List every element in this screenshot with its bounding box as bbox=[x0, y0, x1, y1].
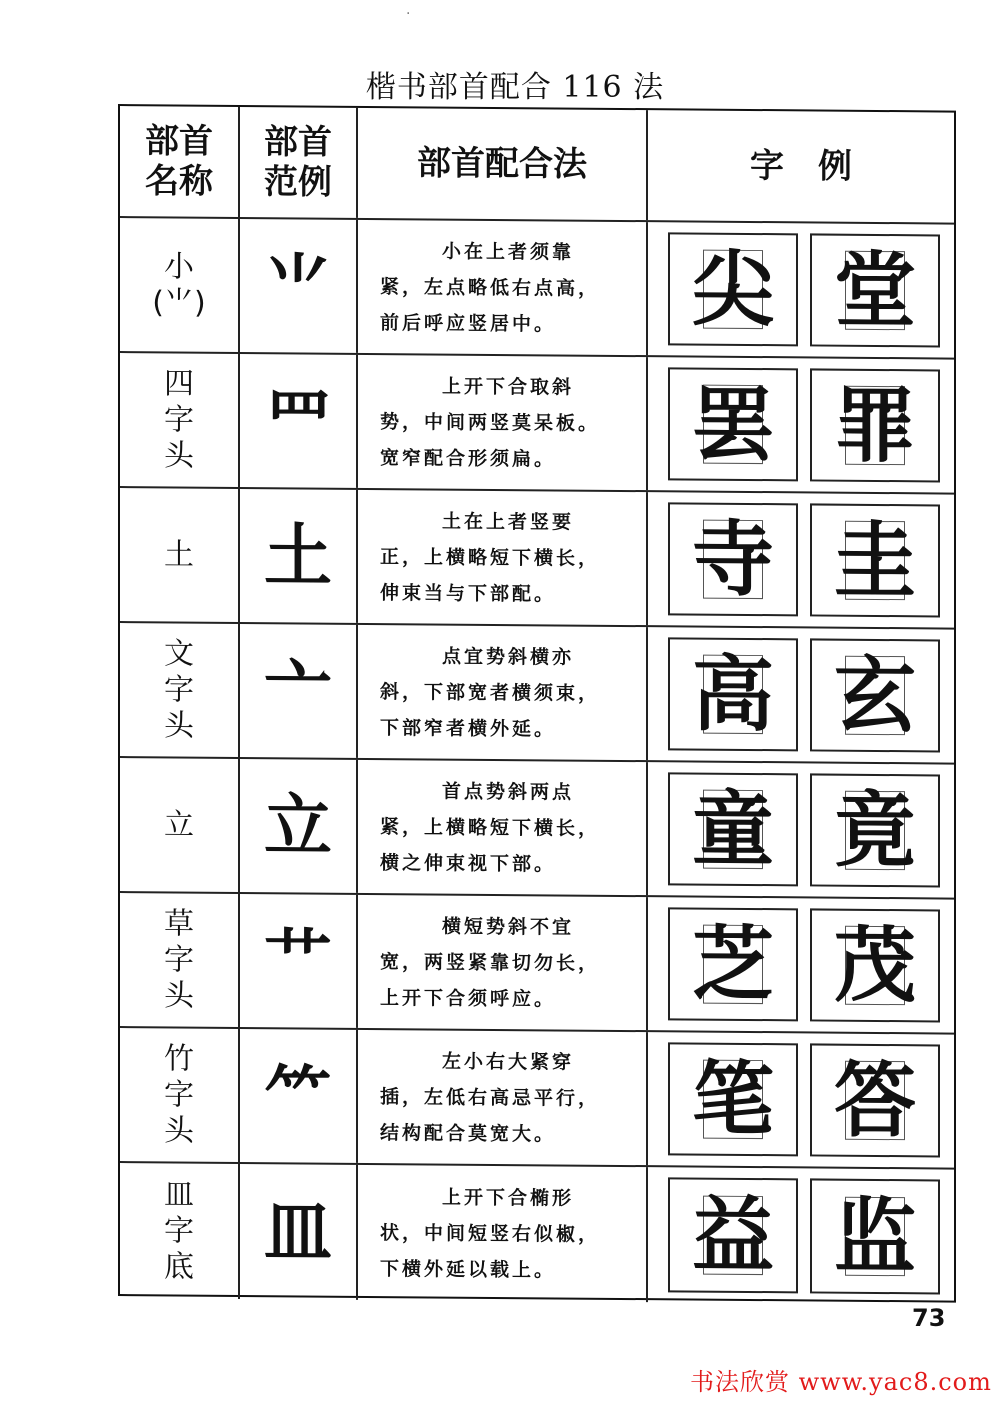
radical-sample: 亠 bbox=[263, 650, 332, 732]
example-char: 童 bbox=[691, 781, 774, 878]
method-line: 紧，上横略短下横长， bbox=[380, 815, 601, 840]
method-text bbox=[380, 233, 632, 343]
example-char-box bbox=[668, 502, 798, 616]
radical-name-char: 文 bbox=[164, 635, 194, 672]
radical-name-cell bbox=[120, 893, 240, 1027]
radical-sample-cell bbox=[240, 489, 358, 623]
table-row bbox=[120, 1028, 954, 1170]
examples-cell bbox=[648, 1032, 954, 1167]
page-title: 楷书部首配合 116 法 bbox=[365, 70, 665, 105]
method-line: 横之伸束视下部。 bbox=[380, 851, 557, 875]
method-cell bbox=[358, 490, 648, 625]
method-line: 前后呼应竖居中。 bbox=[380, 311, 557, 335]
page-number: 73 bbox=[912, 1304, 946, 1332]
header-examples: 字 例 bbox=[750, 145, 852, 187]
example-char: 高 bbox=[691, 646, 774, 743]
examples-cell bbox=[648, 222, 954, 357]
radical-sample: ⺮ bbox=[263, 1055, 332, 1137]
method-line: 紧，左点略低右点高， bbox=[380, 275, 601, 300]
examples-cell bbox=[648, 627, 954, 762]
method-line: 宽，两竖紧靠切勿长， bbox=[380, 950, 601, 975]
table-row bbox=[120, 758, 954, 900]
method-text bbox=[380, 503, 632, 613]
radical-sample: ⺌ bbox=[263, 245, 332, 327]
method-line: 下横外延以载上。 bbox=[380, 1257, 557, 1281]
table-row bbox=[120, 353, 954, 495]
method-line: 下部窄者横外延。 bbox=[380, 716, 557, 740]
example-char-box bbox=[810, 503, 940, 617]
method-cell bbox=[358, 355, 648, 490]
method-line: 伸束当与下部配。 bbox=[380, 581, 557, 605]
header-radical-sample: 部首 范例 bbox=[240, 107, 358, 218]
radical-sample-cell bbox=[240, 1029, 358, 1163]
method-cell bbox=[358, 625, 648, 760]
method-text bbox=[380, 368, 632, 478]
radical-name bbox=[120, 1041, 238, 1150]
example-char: 答 bbox=[833, 1052, 916, 1149]
method-cell bbox=[358, 1165, 648, 1302]
radical-name-char: 字 bbox=[164, 1212, 194, 1249]
radical-name-char: 头 bbox=[164, 437, 194, 474]
radical-name-cell bbox=[120, 488, 240, 622]
method-line: 小在上者须靠 bbox=[442, 240, 575, 264]
method-line: 首点势斜两点 bbox=[442, 780, 575, 804]
radical-name-cell bbox=[120, 218, 240, 352]
example-char: 尖 bbox=[691, 241, 774, 338]
example-char: 笔 bbox=[691, 1051, 774, 1148]
example-char-box bbox=[810, 638, 940, 752]
radical-name-char: 四 bbox=[164, 365, 194, 402]
method-text bbox=[380, 638, 632, 748]
radical-name-char: 底 bbox=[164, 1248, 194, 1285]
radical-name-cell bbox=[120, 623, 240, 757]
example-char: 益 bbox=[691, 1187, 774, 1284]
example-char: 监 bbox=[833, 1188, 916, 1285]
radical-name-char: 立 bbox=[164, 806, 194, 843]
method-line: 左小右大紧穿 bbox=[442, 1050, 575, 1074]
example-char-box bbox=[668, 1177, 798, 1293]
method-line: 斜，下部宽者横须束， bbox=[380, 680, 601, 705]
method-line: 势，中间两竖莫呆板。 bbox=[380, 410, 601, 435]
method-cell bbox=[358, 220, 648, 355]
example-char-box bbox=[668, 637, 798, 751]
method-line: 点宜势斜横亦 bbox=[442, 645, 575, 669]
radical-sample: 皿 bbox=[263, 1191, 332, 1273]
example-char: 芝 bbox=[691, 916, 774, 1013]
example-char: 茂 bbox=[833, 917, 916, 1014]
example-char: 寺 bbox=[691, 511, 774, 608]
method-line: 上开下合椭形 bbox=[442, 1186, 575, 1210]
radical-name bbox=[120, 636, 238, 745]
method-line: 插，左低右高忌平行， bbox=[380, 1085, 601, 1110]
method-cell bbox=[358, 760, 648, 895]
radical-name bbox=[120, 537, 238, 574]
header-radical-name: 部首 名称 bbox=[120, 106, 240, 217]
example-char-box bbox=[668, 772, 798, 886]
table-header-row bbox=[120, 106, 954, 225]
radical-sample-cell bbox=[240, 759, 358, 893]
example-char-box bbox=[668, 232, 798, 346]
example-char-box bbox=[810, 233, 940, 347]
radical-name-char: 头 bbox=[164, 707, 194, 744]
radical-name-char: 草 bbox=[164, 905, 194, 942]
example-char-box bbox=[810, 908, 940, 1022]
table-row bbox=[120, 1163, 954, 1305]
radical-name bbox=[120, 249, 238, 322]
radical-sample: 艹 bbox=[263, 920, 332, 1002]
method-cell bbox=[358, 895, 648, 1030]
radical-sample: 土 bbox=[263, 515, 332, 597]
method-line: 状，中间短竖右似椒， bbox=[380, 1221, 601, 1246]
header-method: 部首配合法 bbox=[358, 108, 648, 220]
radical-sample-cell bbox=[240, 624, 358, 758]
radical-name-char: (⺌) bbox=[152, 284, 206, 321]
table-row bbox=[120, 623, 954, 765]
radical-name-cell bbox=[120, 758, 240, 892]
method-text bbox=[380, 908, 632, 1018]
radical-sample: 立 bbox=[263, 785, 332, 867]
method-line: 上开下合取斜 bbox=[442, 375, 575, 399]
radical-sample-cell bbox=[240, 894, 358, 1028]
radical-name-char: 竹 bbox=[164, 1040, 194, 1077]
radical-name bbox=[120, 366, 238, 475]
example-char-box bbox=[668, 907, 798, 1021]
radical-name-char: 小 bbox=[164, 248, 194, 285]
method-line: 正，上横略短下横长， bbox=[380, 545, 601, 570]
radical-name-char: 字 bbox=[164, 941, 194, 978]
example-char-box bbox=[810, 1043, 940, 1157]
radical-table bbox=[118, 104, 956, 1303]
examples-cell bbox=[648, 897, 954, 1032]
examples-cell bbox=[648, 1167, 954, 1304]
example-char-box bbox=[810, 1178, 940, 1294]
radical-name bbox=[120, 1177, 238, 1286]
radical-sample-cell bbox=[240, 354, 358, 488]
radical-name-char: 头 bbox=[164, 1112, 194, 1149]
radical-name-cell bbox=[120, 353, 240, 487]
radical-sample: 罒 bbox=[263, 380, 332, 462]
examples-cell bbox=[648, 492, 954, 627]
method-line: 宽窄配合形须扁。 bbox=[380, 446, 557, 470]
radical-name bbox=[120, 906, 238, 1015]
example-char: 圭 bbox=[833, 512, 916, 609]
radical-name bbox=[120, 807, 238, 844]
table-row bbox=[120, 488, 954, 630]
radical-sample-cell bbox=[240, 219, 358, 353]
examples-cell bbox=[648, 762, 954, 897]
radical-name-char: 头 bbox=[164, 977, 194, 1014]
radical-name-cell bbox=[120, 1028, 240, 1162]
example-char: 罪 bbox=[833, 377, 916, 474]
radical-name-char: 土 bbox=[164, 536, 194, 573]
method-line: 上开下合须呼应。 bbox=[380, 986, 557, 1010]
table-row bbox=[120, 893, 954, 1035]
radical-name-char: 字 bbox=[164, 401, 194, 438]
example-char: 竟 bbox=[833, 782, 916, 879]
example-char: 罢 bbox=[691, 376, 774, 473]
method-line: 结构配合莫宽大。 bbox=[380, 1121, 557, 1145]
method-text bbox=[380, 773, 632, 883]
method-cell bbox=[358, 1030, 648, 1165]
example-char-box bbox=[810, 368, 940, 482]
method-text bbox=[380, 1043, 632, 1153]
radical-name-char: 字 bbox=[164, 1076, 194, 1113]
method-text bbox=[380, 1179, 632, 1289]
radical-name-cell bbox=[120, 1163, 240, 1299]
example-char-box bbox=[668, 367, 798, 481]
example-char-box bbox=[668, 1042, 798, 1156]
scan-dot: · bbox=[406, 6, 411, 22]
example-char: 堂 bbox=[833, 242, 916, 339]
radical-name-char: 字 bbox=[164, 671, 194, 708]
radical-sample-cell bbox=[240, 1164, 358, 1300]
watermark: 书法欣赏 www.yac8.com bbox=[690, 1368, 992, 1396]
method-line: 土在上者竖要 bbox=[442, 510, 575, 534]
method-line: 横短势斜不宜 bbox=[442, 915, 575, 939]
examples-cell bbox=[648, 357, 954, 492]
table-row bbox=[120, 218, 954, 360]
example-char: 玄 bbox=[833, 647, 916, 744]
radical-name-char: 皿 bbox=[164, 1176, 194, 1213]
example-char-box bbox=[810, 773, 940, 887]
